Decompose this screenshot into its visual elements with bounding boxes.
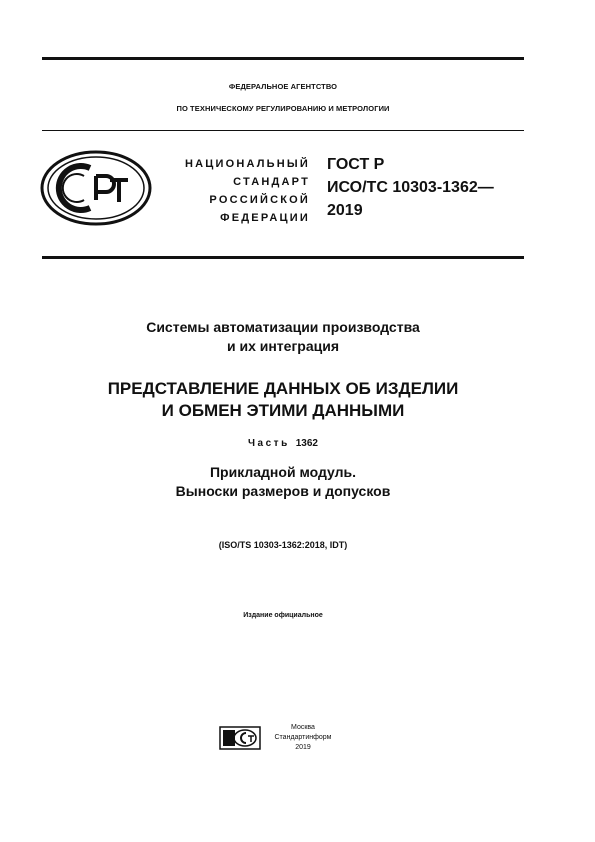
module-title-line-1: Прикладной модуль. (209, 464, 357, 480)
publisher-info (264, 723, 342, 753)
part-number: 1362 (295, 438, 318, 449)
national-standard-line-1: НАЦИОНАЛЬНЫЙ (184, 158, 310, 170)
edition-label: Издание официальное (243, 612, 323, 619)
publisher-year: 2019 (295, 744, 311, 751)
publisher-city: Москва (291, 724, 315, 731)
part-label (42, 438, 524, 449)
agency-line-2: ПО ТЕХНИЧЕСКОМУ РЕГУЛИРОВАНИЮ И МЕТРОЛОГИИ (176, 104, 390, 113)
designation-line-3: 2019 (327, 202, 363, 219)
national-standard-line-3: РОССИЙСКОЙ (209, 194, 310, 206)
designation-line-1: ГОСТ Р (327, 156, 385, 173)
standard-designation (327, 153, 527, 222)
iso-reference: (ISO/TS 10303-1362:2018, IDT) (218, 540, 348, 550)
publisher-name: Стандартинформ (274, 734, 332, 741)
national-standard-line-4: ФЕДЕРАЦИИ (220, 212, 310, 224)
subject-title (42, 378, 524, 422)
main-title-line-2: и их интеграция (226, 338, 340, 354)
agency-line-1: ФЕДЕРАЛЬНОЕ АГЕНТСТВО (228, 82, 338, 91)
designation-line-2: ИСО/ТС 10303-1362— (327, 179, 494, 196)
module-title (42, 463, 524, 501)
top-rule (42, 57, 524, 60)
national-standard-line-2: СТАНДАРТ (233, 176, 310, 188)
main-title (42, 318, 524, 356)
agency-rule (42, 130, 524, 131)
module-title-line-2: Выноски размеров и допусков (175, 483, 391, 499)
national-standard-label (160, 155, 310, 227)
subject-title-line-2: И ОБМЕН ЭТИМИ ДАННЫМИ (161, 401, 405, 420)
subject-title-line-1: ПРЕДСТАВЛЕНИЕ ДАННЫХ ОБ ИЗДЕЛИИ (107, 379, 459, 398)
publisher-logo (219, 726, 261, 750)
main-title-line-1: Системы автоматизации производства (146, 319, 420, 335)
part-word: Часть (248, 438, 290, 449)
header-bottom-rule (42, 256, 524, 259)
rst-logo (40, 150, 152, 226)
